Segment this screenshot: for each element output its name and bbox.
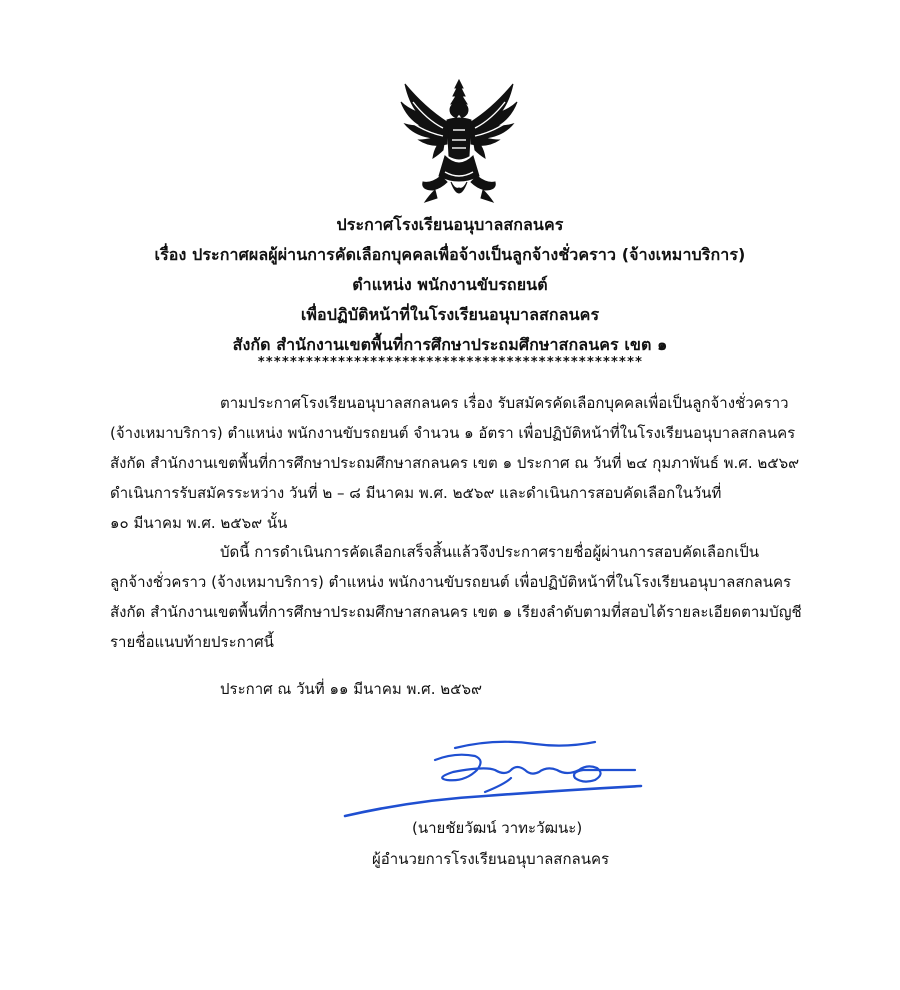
announcement-subject: เรื่อง ประกาศผลผู้ผ่านการคัดเลือกบุคคลเพื่อจ้างเป็นลูกจ้างชั่วคราว (จ้างเหมาบริการ) (154, 245, 746, 264)
announcement-affiliation: สังกัด สำนักงานเขตพื้นที่การศึกษาประถมศึกษาสกลนคร เขต ๑ (232, 335, 668, 354)
separator-line: ************************************************ (257, 355, 643, 370)
signer-title: ผู้อำนวยการโรงเรียนอนุบาลสกลนคร (372, 850, 610, 868)
announcement-date: ประกาศ ณ วันที่ ๑๑ มีนาคม พ.ศ. ๒๕๖๙ (220, 680, 482, 698)
announcement-duty: เพื่อปฏิบัติหน้าที่ในโรงเรียนอนุบาลสกลนคร (300, 305, 600, 324)
paragraph-line: บัดนี้ การดำเนินการคัดเลือกเสร็จสิ้นแล้วจึงประกาศรายชื่อผู้ผ่านการสอบคัดเลือกเป็น (220, 543, 760, 561)
paragraph-line: ตามประกาศโรงเรียนอนุบาลสกลนคร เรื่อง รับสมัครคัดเลือกบุคคลเพื่อเป็นลูกจ้างชั่วคราว (220, 394, 789, 412)
paragraph-line: ๑๐ มีนาคม พ.ศ. ๒๕๖๙ นั้น (110, 514, 288, 532)
announcement-title: ประกาศโรงเรียนอนุบาลสกลนคร (336, 215, 564, 234)
paragraph-line: รายชื่อแนบท้ายประกาศนี้ (110, 633, 274, 651)
paragraph-line: ลูกจ้างชั่วคราว (จ้างเหมาบริการ) ตำแหน่ง พนักงานขับรถยนต์ เพื่อปฏิบัติหน้าที่ในโรงเรียนอนุบาลสกลนคร (110, 573, 792, 591)
paragraph-line: ดำเนินการรับสมัครระหว่าง วันที่ ๒ – ๘ มีนาคม พ.ศ. ๒๕๖๙ และดำเนินการสอบคัดเลือกในวันที่ (110, 484, 722, 502)
paragraph-result (110, 537, 840, 657)
paragraph-line: สังกัด สำนักงานเขตพื้นที่การศึกษาประถมศึกษาสกลนคร เขต ๑ ประกาศ ณ วันที่ ๒๔ กุมภาพันธ์ พ.ศ. ๒๕๖๙ (110, 454, 800, 472)
announcement-position: ตำแหน่ง พนักงานขับรถยนต์ (352, 275, 548, 294)
paragraph-background (110, 388, 840, 538)
paragraph-line: (จ้างเหมาบริการ) ตำแหน่ง พนักงานขับรถยนต์ จำนวน ๑ อัตรา เพื่อปฏิบัติหน้าที่ในโรงเรียนอนุบาลสกลนคร (110, 424, 796, 442)
paragraph-line: สังกัด สำนักงานเขตพื้นที่การศึกษาประถมศึกษาสกลนคร เขต ๑ เรียงลำดับตามที่สอบได้รายละเอียดตามบัญชี (110, 603, 802, 621)
garuda-emblem-icon (395, 78, 523, 206)
signer-name: (นายชัยวัฒน์ วาทะวัฒนะ) (412, 819, 583, 837)
